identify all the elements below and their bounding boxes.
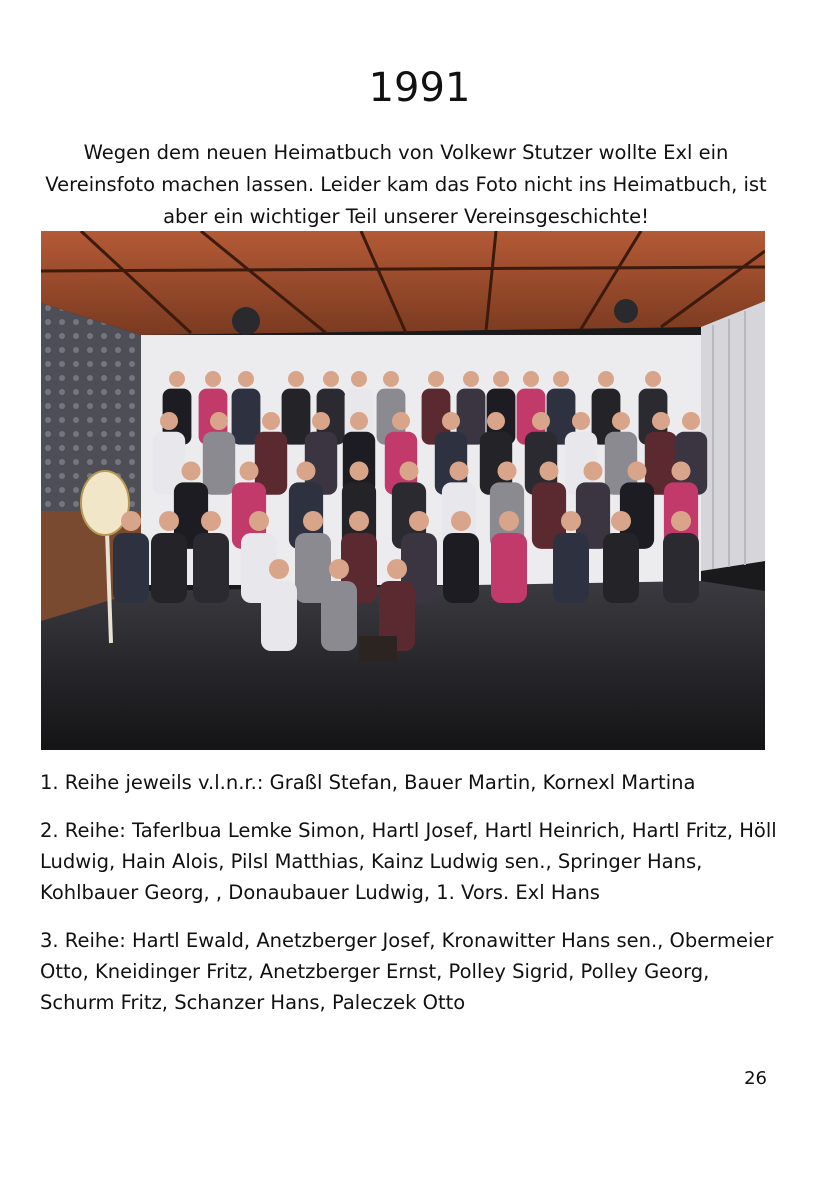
person-body	[553, 533, 589, 603]
person-body	[603, 533, 639, 603]
person-head	[652, 412, 670, 430]
person-body	[491, 533, 527, 603]
person-head	[540, 462, 559, 481]
person-head	[312, 412, 330, 430]
person-body	[193, 533, 229, 603]
person-head	[349, 511, 369, 531]
person-body	[203, 432, 235, 495]
group-photo-illustration	[41, 231, 765, 750]
group-photo	[41, 231, 765, 750]
person-head	[493, 371, 509, 387]
caption-row-1: 1. Reihe jeweils v.l.n.r.: Graßl Stefan, Bauer Martin, Kornexl Martina	[40, 771, 696, 794]
person-body	[321, 581, 357, 651]
person-head	[498, 462, 517, 481]
person-head	[400, 462, 419, 481]
page-number: 26	[744, 1068, 767, 1089]
person-body	[663, 533, 699, 603]
person-head	[329, 559, 349, 579]
person-head	[249, 511, 269, 531]
person-head	[159, 511, 179, 531]
person-head	[383, 371, 399, 387]
person-head	[160, 412, 178, 430]
person-head	[297, 462, 316, 481]
person-head	[350, 462, 369, 481]
person-head	[611, 511, 631, 531]
person-head	[451, 511, 471, 531]
person-head	[645, 371, 661, 387]
person-head	[612, 412, 630, 430]
person-head	[671, 511, 691, 531]
person-body	[113, 533, 149, 603]
person-head	[387, 559, 407, 579]
person-head	[561, 511, 581, 531]
person-head	[682, 412, 700, 430]
person-head	[553, 371, 569, 387]
person-head	[303, 511, 323, 531]
person-head	[240, 462, 259, 481]
person-head	[428, 371, 444, 387]
ceiling-lamp	[232, 307, 260, 335]
person-head	[442, 412, 460, 430]
person-head	[409, 511, 429, 531]
person-head	[523, 371, 539, 387]
person-head	[323, 371, 339, 387]
person-head	[288, 371, 304, 387]
person-body	[261, 581, 297, 651]
club-sign	[81, 471, 129, 535]
person-head	[450, 462, 469, 481]
person-head	[628, 462, 647, 481]
ceiling	[41, 231, 765, 335]
person-head	[210, 412, 228, 430]
person-body	[151, 533, 187, 603]
person-head	[262, 412, 280, 430]
intro-paragraph: Wegen dem neuen Heimatbuch von Volkewr Stutzer wollte Exl ein Vereinsfoto machen lassen. Leider kam das Foto nicht ins Heimatbuch, ist aber ein wichtiger Teil unserer Vereinsgeschichte!	[45, 141, 767, 228]
person-head	[487, 412, 505, 430]
person-head	[238, 371, 254, 387]
person-head	[169, 371, 185, 387]
person-head	[350, 412, 368, 430]
person-head	[499, 511, 519, 531]
person-head	[532, 412, 550, 430]
person-head	[598, 371, 614, 387]
person-head	[182, 462, 201, 481]
person-head	[201, 511, 221, 531]
person-head	[463, 371, 479, 387]
person-head	[351, 371, 367, 387]
person-head	[584, 462, 603, 481]
person-head	[672, 462, 691, 481]
page-title: 1991	[368, 65, 471, 111]
person-head	[205, 371, 221, 387]
ceiling-lamp	[614, 299, 638, 323]
person-body	[443, 533, 479, 603]
caption-row-3: 3. Reihe: Hartl Ewald, Anetzberger Josef, Kronawitter Hans sen., Obermeier Otto, Kneidinger Fritz, Anetzberger Ernst, Polley Sigrid, Polley Georg, Schurm Fritz, Schanzer Hans, Paleczek Otto	[40, 929, 774, 1014]
caption-row-2: 2. Reihe: Taferlbua Lemke Simon, Hartl Josef, Hartl Heinrich, Hartl Fritz, Höll Ludwig, Hain Alois, Pilsl Matthias, Kainz Ludwig sen., Springer Hans, Kohlbauer Georg, , Donaubauer Ludwig, 1. Vors. Exl Hans	[40, 819, 777, 904]
person-head	[121, 511, 141, 531]
curtain	[701, 301, 765, 571]
person-head	[392, 412, 410, 430]
person-head	[269, 559, 289, 579]
person-head	[572, 412, 590, 430]
